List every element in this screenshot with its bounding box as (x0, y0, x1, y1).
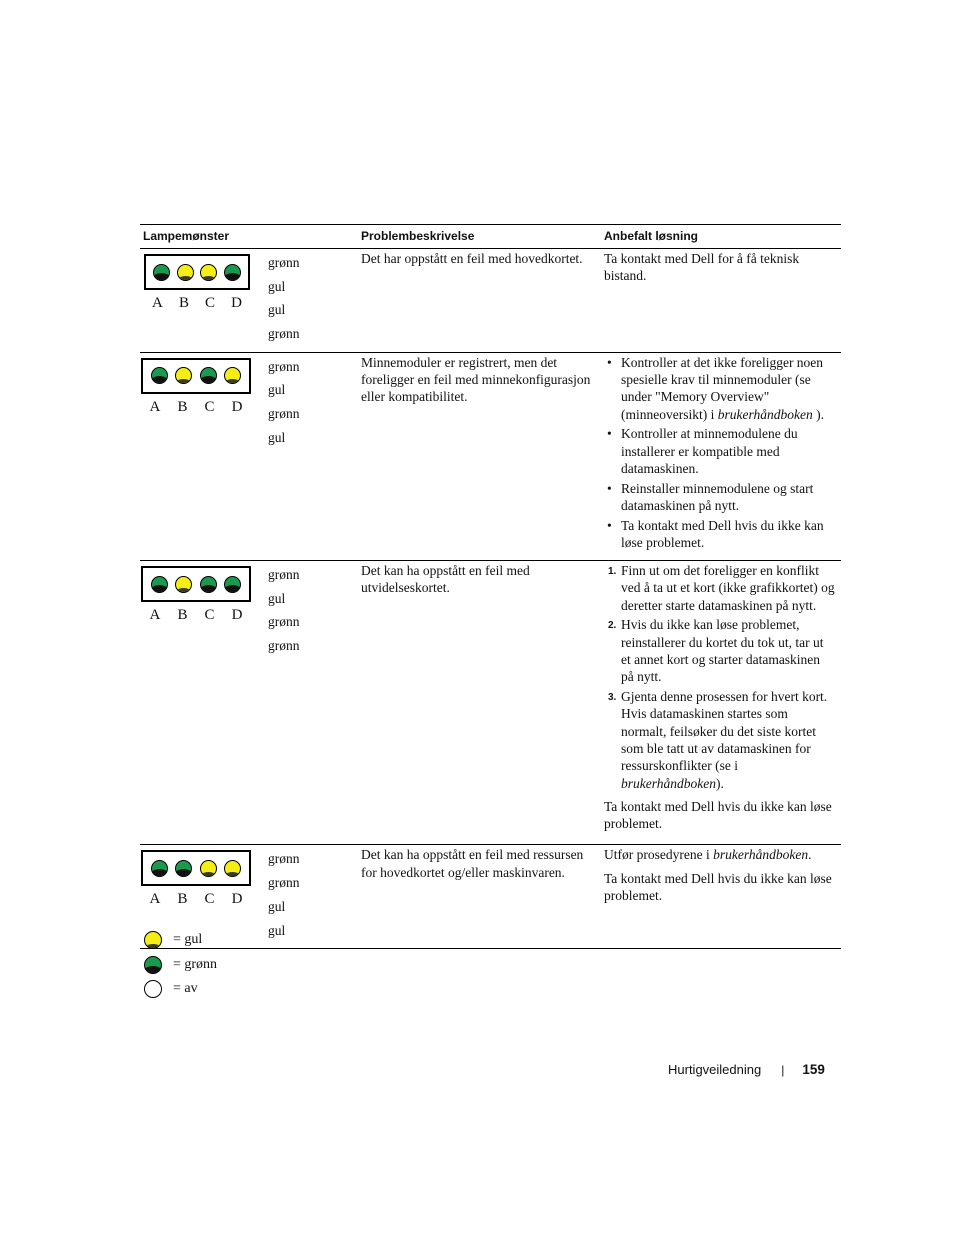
led-letter: A (149, 398, 161, 415)
led-letter: C (204, 607, 215, 624)
solution-step-list (604, 562, 835, 792)
led-a-icon (151, 860, 168, 877)
light-color-label: grønn (268, 567, 300, 583)
light-color-label: gul (268, 278, 286, 294)
problem-description: Det kan ha oppstått en feil med utvidelseskortet. (361, 563, 530, 596)
light-colors-cell (264, 845, 357, 949)
diagnostic-lights-table (140, 224, 841, 949)
header-light-pattern: Lampemønster (140, 225, 357, 249)
diagnostic-lights-panel (141, 850, 251, 886)
light-color-label: gul (268, 429, 286, 445)
legend-label: = grønn (173, 956, 218, 972)
legend-item-yellow (144, 928, 217, 953)
led-letter: C (205, 295, 216, 311)
light-pattern-cell (140, 249, 264, 353)
header-problem-description: Problembeskrivelse (357, 225, 600, 249)
led-letter: D (231, 891, 243, 908)
solution-paragraph: Ta kontakt med Dell for å få teknisk bistand. (604, 251, 800, 284)
diagnostic-lights-panel (144, 254, 250, 290)
light-color-label: grønn (268, 851, 300, 867)
led-b-icon (175, 860, 192, 877)
led-c-icon (200, 860, 217, 877)
led-b-icon (177, 264, 194, 281)
legend-item-green (144, 953, 217, 978)
table-row (140, 845, 841, 949)
led-c-icon (200, 367, 217, 384)
list-item: 2. Hvis du ikke kan løse problemet, reinstallerer du kortet du tok ut, tar ut et annet kort og starter datamaskinen på nytt. (608, 617, 824, 685)
light-color-label: gul (268, 382, 286, 398)
light-color-label: gul (268, 590, 286, 606)
led-letter: D (231, 398, 243, 415)
footer-section-title: Hurtigveiledning (668, 1062, 762, 1077)
light-color-label: gul (268, 922, 286, 938)
off-led-icon (144, 980, 162, 998)
light-colors-cell (264, 561, 357, 845)
list-item: • Kontroller at minnemodulene du installerer er kompatible med datamaskinen. (621, 425, 835, 477)
led-letter: B (177, 607, 188, 624)
recommended-solution (600, 845, 841, 949)
list-item: • Kontroller at det ikke foreligger noen spesielle krav til minnemoduler (se under "Memory Overview" (minneoversikt) i brukerhåndboken ). (621, 354, 835, 423)
solution-paragraph: Utfør prosedyrene i brukerhåndboken. (604, 847, 812, 863)
recommended-solution (600, 249, 841, 353)
legend-label: = gul (173, 932, 203, 948)
list-item: • Reinstaller minnemodulene og start datamaskinen på nytt. (621, 480, 835, 515)
led-c-icon (200, 576, 217, 593)
page-footer (668, 1062, 825, 1077)
problem-description: Det kan ha oppstått en feil med ressursen for hovedkortet og/eller maskinvaren. (361, 847, 584, 880)
recommended-solution (600, 352, 841, 560)
led-letter: A (152, 295, 163, 311)
led-d-icon (224, 367, 241, 384)
light-color-label: grønn (268, 614, 300, 630)
light-pattern-cell (140, 561, 264, 845)
green-led-icon (144, 956, 162, 974)
led-letter: A (149, 607, 161, 624)
light-color-label: grønn (268, 406, 300, 422)
page-number: 159 (802, 1062, 825, 1077)
solution-paragraph: Ta kontakt med Dell hvis du ikke kan løse problemet. (604, 798, 832, 832)
list-item: • Ta kontakt med Dell hvis du ikke kan løse problemet. (621, 517, 835, 552)
led-b-icon (175, 367, 192, 384)
led-letter: B (177, 891, 188, 908)
recommended-solution (600, 561, 841, 845)
diagnostic-lights-panel (141, 358, 251, 394)
light-color-label: grønn (268, 326, 300, 342)
footer-separator: | (781, 1062, 785, 1077)
legend-label: = av (173, 981, 198, 997)
light-color-label: grønn (268, 255, 300, 270)
light-color-label: grønn (268, 875, 300, 891)
led-d-icon (224, 860, 241, 877)
problem-description: Minnemoduler er registrert, men det foreligger en feil med minnekonfigurasjon eller kompatibilitet. (361, 354, 591, 405)
led-letter: B (178, 295, 189, 311)
led-letter: C (204, 891, 215, 908)
legend-item-off (144, 977, 217, 1002)
table-header-row (140, 225, 841, 249)
led-letter: D (231, 295, 242, 311)
yellow-led-icon (144, 931, 162, 949)
problem-description: Det har oppstått en feil med hovedkortet. (361, 251, 583, 266)
light-colors-cell (264, 249, 357, 353)
light-color-label: grønn (268, 358, 300, 374)
led-legend (144, 928, 217, 1002)
solution-paragraph: Ta kontakt med Dell hvis du ikke kan løse problemet. (604, 870, 832, 904)
diagnostic-lights-panel (141, 566, 251, 602)
list-item: 1. Finn ut om det foreligger en konflikt ved å ta ut et kort (ikke grafikkortet) og deretter starte datamaskinen på nytt. (608, 563, 835, 613)
led-letters (141, 606, 251, 624)
led-letters (141, 398, 251, 416)
led-letter: C (204, 398, 215, 415)
light-pattern-cell (140, 352, 264, 560)
led-letter: B (177, 398, 188, 415)
led-a-icon (151, 367, 168, 384)
led-b-icon (175, 576, 192, 593)
led-c-icon (200, 264, 217, 281)
list-item: 3. Gjenta denne prosessen for hvert kort. Hvis datamaskinen startes som normalt, feilsøker du det siste kortet som ble tatt ut av datamaskinen for ressurskonflikter (se i brukerhåndboken). (608, 689, 828, 791)
light-color-label: gul (268, 302, 286, 318)
table-row (140, 249, 841, 353)
led-d-icon (224, 576, 241, 593)
light-color-label: gul (268, 898, 286, 914)
led-letters (141, 890, 251, 908)
table-row (140, 352, 841, 560)
light-color-label: grønn (268, 638, 300, 654)
led-a-icon (151, 576, 168, 593)
led-a-icon (153, 264, 170, 281)
led-letters (144, 294, 250, 312)
led-letter: A (149, 891, 161, 908)
led-d-icon (224, 264, 241, 281)
header-recommended-solution: Anbefalt løsning (600, 225, 841, 249)
table-row (140, 561, 841, 845)
solution-bullet-list (604, 354, 835, 552)
led-letter: D (231, 607, 243, 624)
light-colors-cell (264, 352, 357, 560)
